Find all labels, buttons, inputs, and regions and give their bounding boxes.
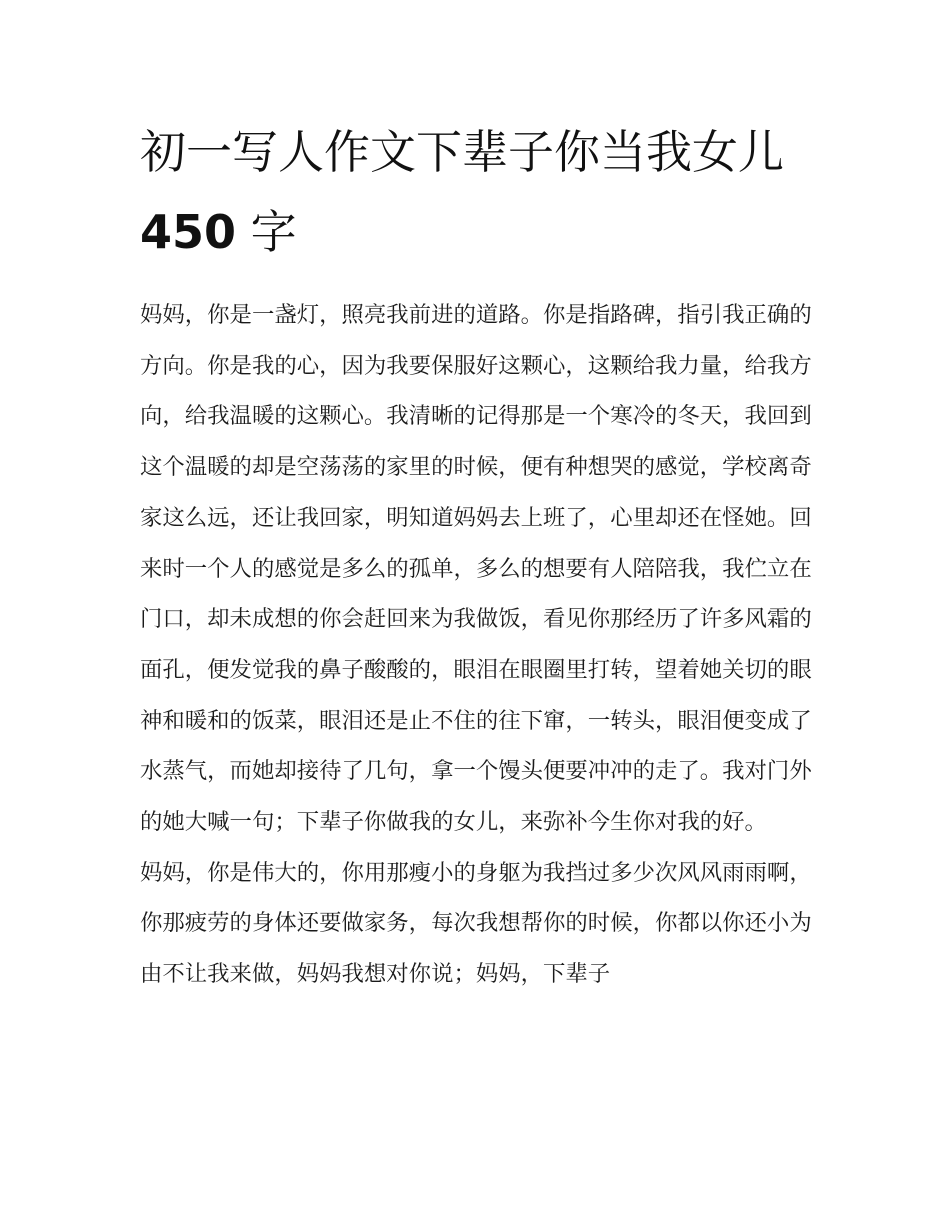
document-content — [140, 112, 812, 1000]
title-text-part1: 初一写人作文下辈子你当我女儿 — [140, 125, 784, 179]
title-text-part2: 字 — [250, 205, 297, 259]
paragraph-2: 妈妈，你是伟大的，你用那瘦小的身躯为我挡过多少次风风雨雨啊，你那疲劳的身体还要做家务，每次我想帮你的时候，你都以你还小为由不让我来做，妈妈我想对你说；妈妈，下辈子 — [140, 859, 812, 988]
title-number: 450 — [140, 205, 237, 259]
document-title — [140, 112, 812, 272]
paragraph-1: 妈妈，你是一盏灯，照亮我前进的道路。你是指路碑，指引我正确的方向。你是我的心，因为我要保服好这颗心，这颗给我力量，给我方向，给我温暖的这颗心。我清晰的记得那是一个寒冷的冬天，我回到这个温暖的却是空荡荡的家里的时候，便有种想哭的感觉，学校离奇家这么远，还让我回家，明知道妈妈去上班了，心里却还在怪她。回来时一个人的感觉是多么的孤单，多么的想要有人陪陪我，我伫立在门口，却未成想的你会赶回来为我做饭，看见你那经历了许多风霜的面孔，便发觉我的鼻子酸酸的，眼泪在眼圈里打转，望着她关切的眼神和暖和的饭菜，眼泪还是止不住的往下窜，一转头，眼泪便变成了水蒸气，而她却接待了几句，拿一个馒头便要冲冲的走了。我对门外的她大喊一句；下辈子你做我的女儿，来弥补今生你对我的好。 — [140, 302, 812, 836]
